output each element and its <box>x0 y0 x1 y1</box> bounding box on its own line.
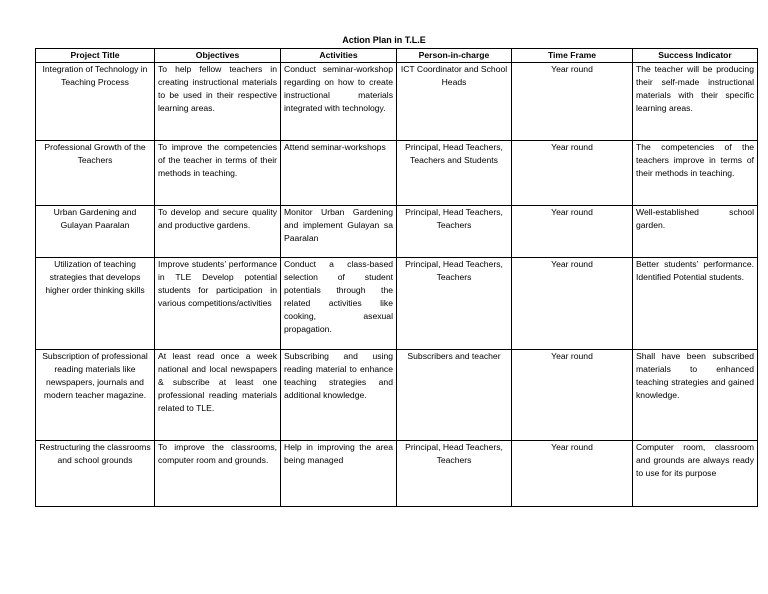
success-indicator-cell: Well-established school garden. <box>633 206 758 258</box>
project-title-cell: Restructuring the classrooms and school grounds <box>36 441 155 507</box>
project-title-cell: Subscription of professional reading materials like newspapers, journals and modern teacher magazine. <box>36 350 155 441</box>
objectives-cell: To develop and secure quality and productive gardens. <box>155 206 281 258</box>
time-frame-cell: Year round <box>512 258 633 350</box>
header-project-title: Project Title <box>36 49 155 63</box>
objectives-cell: To help fellow teachers in creating instructional materials to be used in their respective learning areas. <box>155 63 281 141</box>
project-title-cell: Urban Gardening and Gulayan Paaralan <box>36 206 155 258</box>
person-in-charge-cell: Principal, Head Teachers, Teachers <box>397 441 512 507</box>
table-row <box>36 141 758 206</box>
person-in-charge-cell: Subscribers and teacher <box>397 350 512 441</box>
person-in-charge-cell: Principal, Head Teachers, Teachers <box>397 206 512 258</box>
activities-cell: Attend seminar-workshops <box>281 141 397 206</box>
time-frame-cell: Year round <box>512 206 633 258</box>
page-title: Action Plan in T.L.E <box>342 35 426 45</box>
success-indicator-cell: Computer room, classroom and grounds are always ready to use for its purpose <box>633 441 758 507</box>
activities-cell: Conduct seminar-workshop regarding on how to create instructional materials integrated with technology. <box>281 63 397 141</box>
project-title-cell: Integration of Technology in Teaching Process <box>36 63 155 141</box>
header-objectives: Objectives <box>155 49 281 63</box>
activities-cell: Subscribing and using reading material to enhance teaching strategies and additional knowledge. <box>281 350 397 441</box>
project-title-cell: Professional Growth of the Teachers <box>36 141 155 206</box>
header-success-indicator: Success Indicator <box>633 49 758 63</box>
time-frame-cell: Year round <box>512 63 633 141</box>
activities-cell: Monitor Urban Gardening and implement Gulayan sa Paaralan <box>281 206 397 258</box>
objectives-cell: To improve the competencies of the teacher in terms of their methods in teaching. <box>155 141 281 206</box>
header-person-in-charge: Person-in-charge <box>397 49 512 63</box>
time-frame-cell: Year round <box>512 350 633 441</box>
time-frame-cell: Year round <box>512 141 633 206</box>
table-header-row <box>36 49 758 63</box>
activities-cell: Help in improving the area being managed <box>281 441 397 507</box>
action-plan-table <box>35 48 758 507</box>
table-row <box>36 258 758 350</box>
table-row <box>36 350 758 441</box>
table-row <box>36 441 758 507</box>
person-in-charge-cell: Principal, Head Teachers, Teachers and Students <box>397 141 512 206</box>
success-indicator-cell: The teacher will be producing their self-made instructional materials with their specific learning areas. <box>633 63 758 141</box>
activities-cell: Conduct a class-based selection of student potentials through the related activities like cooking, asexual propagation. <box>281 258 397 350</box>
success-indicator-cell: Better students’ performance. Identified Potential students. <box>633 258 758 350</box>
table-row <box>36 63 758 141</box>
table-row <box>36 206 758 258</box>
person-in-charge-cell: ICT Coordinator and School Heads <box>397 63 512 141</box>
header-activities: Activities <box>281 49 397 63</box>
person-in-charge-cell: Principal, Head Teachers, Teachers <box>397 258 512 350</box>
objectives-cell: To improve the classrooms, computer room and grounds. <box>155 441 281 507</box>
header-time-frame: Time Frame <box>512 49 633 63</box>
objectives-cell: At least read once a week national and local newspapers & subscribe at least one professional reading materials related to TLE. <box>155 350 281 441</box>
objectives-cell: Improve students’ performance in TLE Develop potential students for participation in various competitions/activities <box>155 258 281 350</box>
time-frame-cell: Year round <box>512 441 633 507</box>
success-indicator-cell: Shall have been subscribed materials to enhanced teaching strategies and gained knowledge. <box>633 350 758 441</box>
success-indicator-cell: The competencies of the teachers improve in terms of their methods in teaching. <box>633 141 758 206</box>
project-title-cell: Utilization of teaching strategies that develops higher order thinking skills <box>36 258 155 350</box>
